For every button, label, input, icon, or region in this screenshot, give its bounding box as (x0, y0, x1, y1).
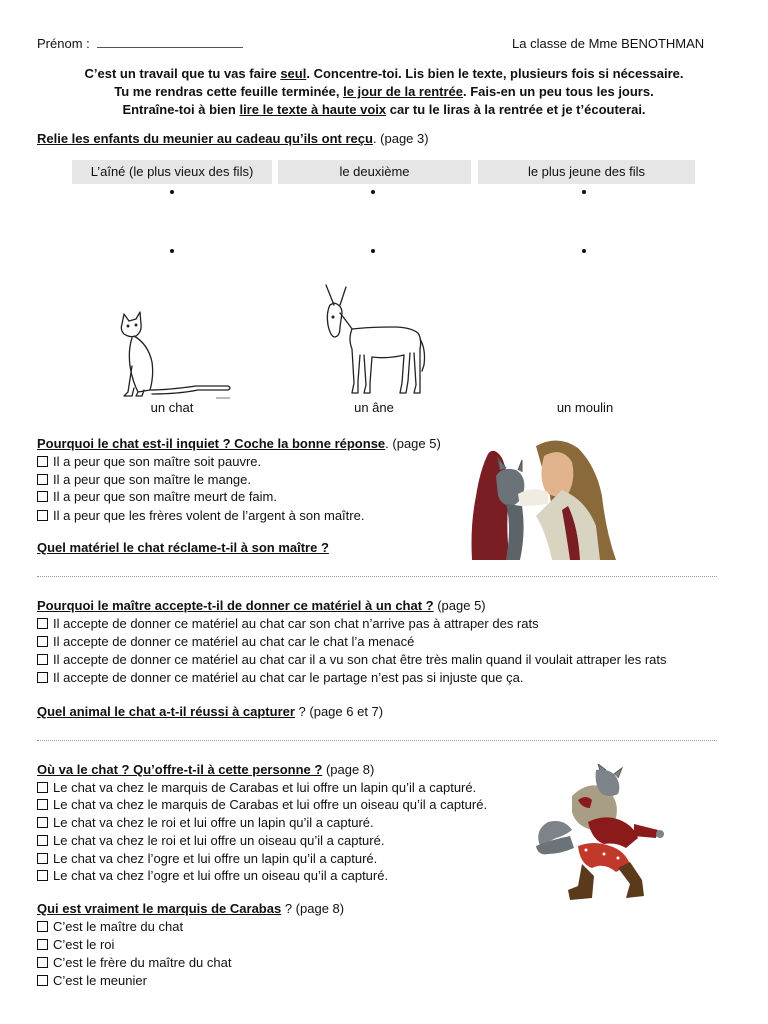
gift-donkey-label: un âne (354, 400, 394, 415)
match-dot-top[interactable] (371, 190, 375, 194)
gift-mill-label: un moulin (556, 400, 614, 415)
column-eldest: L’aîné (le plus vieux des fils) (72, 160, 272, 184)
master-and-cat-illustration-icon (466, 436, 620, 560)
q4-option[interactable]: Il accepte de donner ce matériel au chat car le chat l’a menacé (37, 634, 414, 649)
match-dot-top[interactable] (582, 190, 586, 194)
checkbox[interactable] (37, 921, 48, 932)
checkbox[interactable] (37, 939, 48, 950)
match-dot-bottom[interactable] (582, 249, 586, 253)
answer-line[interactable] (37, 740, 717, 741)
column-second: le deuxième (278, 160, 471, 184)
checkbox[interactable] (37, 618, 48, 629)
q2-option[interactable]: Il a peur que son maître le mange. (37, 472, 251, 487)
q4-option[interactable]: Il accepte de donner ce matériel au chat car il a vu son chat être très malin quand il voulait attraper les rats (37, 652, 667, 667)
question-7: Qui est vraiment le marquis de Carabas ? (page 8) (37, 901, 345, 916)
checkbox[interactable] (37, 636, 48, 647)
q7-option[interactable]: C’est le roi (37, 937, 114, 952)
intro-line-3: Entraîne-toi à bien lire le texte à haute voix car tu le liras à la rentrée et je t’écouterai. (122, 102, 646, 117)
q4-option[interactable]: Il accepte de donner ce matériel au chat car le partage n’est pas si injuste que ça. (37, 670, 523, 685)
checkbox[interactable] (37, 782, 48, 793)
match-dot-bottom[interactable] (170, 249, 174, 253)
checkbox[interactable] (37, 817, 48, 828)
column-youngest: le plus jeune des fils (478, 160, 695, 184)
question-4: Pourquoi le maître accepte-t-il de donner ce matériel à un chat ? (page 5) (37, 598, 486, 613)
checkbox[interactable] (37, 870, 48, 881)
q7-option[interactable]: C’est le meunier (37, 973, 147, 988)
checkbox[interactable] (37, 957, 48, 968)
checkbox[interactable] (37, 835, 48, 846)
checkbox[interactable] (37, 491, 48, 502)
puss-in-boots-illustration-icon (534, 764, 666, 906)
checkbox[interactable] (37, 474, 48, 485)
class-label: La classe de Mme BENOTHMAN (512, 36, 705, 51)
match-dot-top[interactable] (170, 190, 174, 194)
q6-option[interactable]: Le chat va chez l’ogre et lui offre un lapin qu’il a capturé. (37, 851, 377, 866)
q6-option[interactable]: Le chat va chez le marquis de Carabas et lui offre un oiseau qu’il a capturé. (37, 797, 487, 812)
q2-option[interactable]: Il a peur que son maître meurt de faim. (37, 489, 277, 504)
question-5: Quel animal le chat a-t-il réussi à capturer ? (page 6 et 7) (37, 704, 384, 719)
checkbox[interactable] (37, 975, 48, 986)
checkbox[interactable] (37, 853, 48, 864)
checkbox[interactable] (37, 654, 48, 665)
q2-option[interactable]: Il a peur que son maître soit pauvre. (37, 454, 261, 469)
q6-option[interactable]: Le chat va chez le marquis de Carabas et lui offre un lapin qu’il a capturé. (37, 780, 476, 795)
gift-cat-label: un chat (150, 400, 194, 415)
q7-option[interactable]: C’est le frère du maître du chat (37, 955, 231, 970)
checkbox[interactable] (37, 510, 48, 521)
checkbox[interactable] (37, 672, 48, 683)
answer-line[interactable] (37, 576, 717, 577)
donkey-drawing-icon (318, 283, 430, 401)
q6-option[interactable]: Le chat va chez l’ogre et lui offre un oiseau qu’il a capturé. (37, 868, 388, 883)
question-1: Relie les enfants du meunier au cadeau qu’ils ont reçu. (page 3) (37, 131, 429, 146)
question-2: Pourquoi le chat est-il inquiet ? Coche la bonne réponse. (page 5) (37, 436, 441, 451)
prenom-label: Prénom : (37, 36, 243, 51)
question-3: Quel matériel le chat réclame-t-il à son maître ? (37, 540, 329, 555)
name-blank-line[interactable] (97, 37, 243, 48)
q6-option[interactable]: Le chat va chez le roi et lui offre un lapin qu’il a capturé. (37, 815, 374, 830)
q6-option[interactable]: Le chat va chez le roi et lui offre un oiseau qu’il a capturé. (37, 833, 384, 848)
q7-option[interactable]: C’est le maître du chat (37, 919, 183, 934)
match-dot-bottom[interactable] (371, 249, 375, 253)
q4-option[interactable]: Il accepte de donner ce matériel au chat car son chat n’arrive pas à attraper des rats (37, 616, 539, 631)
intro-line-1: C’est un travail que tu vas faire seul. Concentre-toi. Lis bien le texte, plusieurs fois si nécessaire. (84, 66, 684, 81)
q2-option[interactable]: Il a peur que les frères volent de l’argent à son maître. (37, 508, 364, 523)
cat-drawing-icon (108, 310, 234, 400)
question-6: Où va le chat ? Qu’offre-t-il à cette personne ? (page 8) (37, 762, 375, 777)
checkbox[interactable] (37, 456, 48, 467)
intro-line-2: Tu me rendras cette feuille terminée, le jour de la rentrée. Fais-en un peu tous les jours. (114, 84, 654, 99)
checkbox[interactable] (37, 799, 48, 810)
